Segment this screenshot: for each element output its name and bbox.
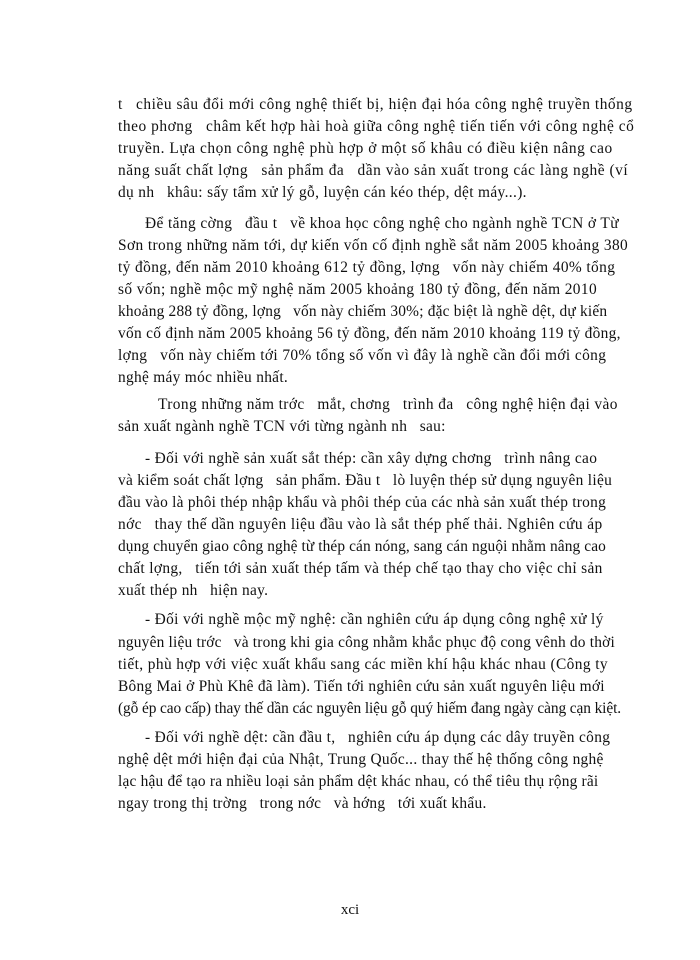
text-line: nghệ dệt mới hiện đại của Nhật, Trung Quốc... thay thế hệ thống công nghệ [118,751,604,768]
text-line: đầu vào là phôi thép nhập khẩu và phôi thép của các nhà sản xuất thép trong [118,494,607,511]
text-line: t chiều sâu đổi mới công nghệ thiết bị, hiện đại hóa công nghệ truyền thống [118,96,633,113]
text-line: lạc hậu để tạo ra nhiều loại sản phẩm dệt khác nhau, có thể tiêu thụ rộng rãi [118,773,599,790]
text-line: - Đối với nghề sản xuất sắt thép: cần xây dựng chơng trình nâng cao [145,450,598,467]
text-line: số vốn; nghề mộc mỹ nghệ năm 2005 khoảng 180 tỷ đồng, đến năm 2010 [118,281,598,298]
text-line: ngay trong thị trờng trong nớc và hớng tới xuất khẩu. [118,795,487,812]
text-line: theo phơng châm kết hợp hài hoà giữa công nghệ tiến tiến với công nghệ cổ [118,118,635,135]
text-line: tỷ đồng, đến năm 2010 khoảng 612 tỷ đồng, lợng vốn này chiếm 40% tổng [118,259,616,276]
text-line: (gỗ ép cao cấp) thay thế dần các nguyên liệu gỗ quý hiếm đang ngày càng cạn kiệt. [118,700,622,717]
text-line: vốn cố định năm 2005 khoảng 56 tỷ đồng, đến năm 2010 khoảng 119 tỷ đồng, [118,325,621,342]
text-line: truyền. Lựa chọn công nghệ phù hợp ở một số khâu có điều kiện nâng cao [118,140,613,157]
page-number: xci [340,902,360,918]
text-line: Bông Mai ở Phù Khê đã làm). Tiến tới nghiên cứu sản xuất nguyên liệu mới [118,678,605,695]
text-line: năng suất chất lợng sản phẩm đa dần vào sản xuất trong các làng nghề (ví [118,162,629,179]
text-line: dụ nh khâu: sấy tẩm xử lý gỗ, luyện cán kéo thép, dệt máy...). [118,184,527,201]
text-line: Để tăng cờng đầu t về khoa học công nghệ cho ngành nghề TCN ở Từ [145,215,619,232]
text-line: và kiểm soát chất lợng sản phẩm. Đầu t lò luyện thép sử dụng nguyên liệu [118,472,613,489]
text-line: lợng vốn này chiếm tới 70% tổng số vốn vì đây là nghề cần đổi mới công [118,347,607,364]
text-line: nớc thay thế dần nguyên liệu đầu vào là sắt thép phế thải. Nghiên cứu áp [118,516,603,533]
text-line: - Đối với nghề dệt: cần đầu t, nghiên cứu áp dụng các dây truyền công [145,729,611,746]
text-line: chất lợng, tiến tới sản xuất thép tấm và thép chế tạo thay cho việc chỉ sản [118,560,603,577]
text-line: xuất thép nh hiện nay. [118,582,269,599]
text-line: - Đối với nghề mộc mỹ nghệ: cần nghiên cứu áp dụng công nghệ xử lý [145,611,604,628]
text-line: tiết, phù hợp với việc xuất khẩu sang các miền khí hậu khác nhau (Công ty [118,656,608,673]
text-line: nghệ máy móc nhiều nhất. [118,369,289,386]
text-line: nguyên liệu trớc và trong khi gia công nhằm khắc phục độ cong vênh do thời [118,634,615,651]
text-line: Sơn trong những năm tới, dự kiến vốn cố định nghề sắt năm 2005 khoảng 380 [118,237,629,254]
text-line: Trong những năm trớc mắt, chơng trình đa công nghệ hiện đại vào [158,396,618,413]
text-line: dụng chuyển giao công nghệ từ thép cán nóng, sang cán nguội nhằm nâng cao [118,538,606,555]
text-line: khoảng 288 tỷ đồng, lợng vốn này chiếm 30%; đặc biệt là nghề dệt, dự kiến [118,303,608,320]
text-line: sản xuất ngành nghề TCN với từng ngành nh sau: [118,418,446,435]
